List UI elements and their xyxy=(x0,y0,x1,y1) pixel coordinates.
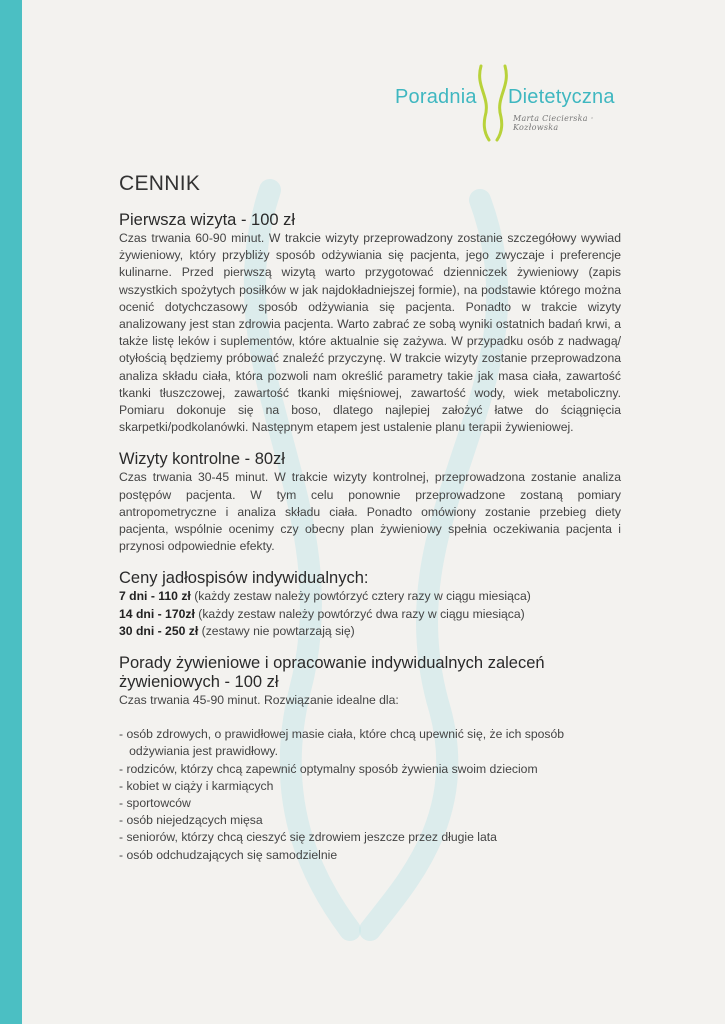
list-item: - seniorów, którzy chcą cieszyć się zdrowiem jeszcze przez długie lata xyxy=(119,830,497,845)
nutrition-advice-intro: Czas trwania 45-90 minut. Rozwiązanie idealne dla: xyxy=(119,693,399,708)
control-visits-section xyxy=(119,450,621,555)
target-groups-list xyxy=(119,726,621,864)
first-visit-heading: Pierwsza wizyta - 100 zł xyxy=(119,211,296,229)
logo-word-right: Dietetyczna xyxy=(508,86,615,108)
logo-subtitle: Marta Ciecierska · Kozłowska xyxy=(513,114,594,132)
list-item: - kobiet w ciąży i karmiących xyxy=(119,778,274,793)
nutrition-advice-heading: Porady żywieniowe i opracowanie indywidualnych zaleceń żywieniowych - 100 zł xyxy=(119,654,545,692)
control-visits-heading: Wizyty kontrolne - 80zł xyxy=(119,450,285,469)
meal-plan-price-row xyxy=(119,606,621,623)
meal-plan-price-row xyxy=(119,623,621,640)
clinic-logo xyxy=(395,62,635,152)
meal-plan-price: 14 dni - 170zł xyxy=(119,606,195,621)
list-item: - sportowców xyxy=(119,796,191,811)
meal-plan-price: 30 dni - 250 zł xyxy=(119,623,199,638)
meal-plan-price: 7 dni - 110 zł xyxy=(119,589,191,604)
list-item: - osób odchudzających się samodzielnie xyxy=(119,847,338,862)
list-item: - osób zdrowych, o prawidłowej masie ciała, które chcą upewnić się, że ich sposób xyxy=(119,727,565,742)
list-item: odżywiania jest prawidłowy. xyxy=(119,744,278,759)
control-visits-description: Czas trwania 30-45 minut. W trakcie wizyty kontrolnej, przeprowadzona zostanie analiza postępów pacjenta. W tym celu ponownie przeprowadzone zostaną pomiary antropometryczne i analiza składu ciała. Ponadto omówiony zostanie przebieg diety pacjenta, wspólnie ocenimy czy obecny plan żywieniowy spełnia oczekiwania pacjenta i przynosi odpowiednie efekty. xyxy=(119,470,621,554)
first-visit-description: Czas trwania 60-90 minut. W trakcie wizyty przeprowadzony zostanie szczegółowy wywiad żywieniowy, który przybliży sposób odżywiania się pacjenta, jego zwyczaje i preferencje kulinarne. Przed pierwszą wizytą warto przygotować dzienniczek żywieniowy (zapis wszystkich spożytych posiłków w jak najdokładniejszej formie), na podstawie którego można ocenić dotychczasowy sposób odżywiania się pacjenta. Ponadto w trakcie wizyty analizowany jest stan zdrowia pacjenta. Warto zabrać ze sobą wyniki ostatnich badań krwi, a także listę leków i suplementów, które aktualnie się zażywa. W przypadku osób z nadwagą/ otyłością będziemy próbować znaleźć przyczynę. W trakcie wizyty zostanie przeprowadzona analiza składu ciała, która pozwoli nam określić parametry takie jak masa ciała, zawartość tkanki tłuszczowej, zawartość tkanki mięśniowej, zawartość wody, wiek metaboliczny. Pomiaru dokonuje się na boso, dlatego najlepiej założyć łatwe do ściągnięcia skarpetki/podkolanówki. Następnym etapem jest ustalenie planu terapii żywieniowej. xyxy=(119,231,621,435)
price-list-content xyxy=(119,172,621,878)
meal-plan-price-row xyxy=(119,588,621,605)
logo-figure-icon xyxy=(473,62,513,142)
list-item: - rodziców, którzy chcą zapewnić optymalny sposób żywienia swoim dzieciom xyxy=(119,761,538,776)
meal-plans-section xyxy=(119,569,621,640)
left-accent-bar xyxy=(0,0,22,1024)
page-title: CENNIK xyxy=(119,172,201,195)
meal-plan-note: (każdy zestaw należy powtórzyć dwa razy w ciągu miesiąca) xyxy=(194,606,525,621)
first-visit-section xyxy=(119,211,621,436)
meal-plan-note: (zestawy nie powtarzają się) xyxy=(198,623,355,638)
list-item: - osób niejedzących mięsa xyxy=(119,813,263,828)
logo-word-left: Poradnia xyxy=(395,86,477,108)
meal-plans-heading: Ceny jadłospisów indywidualnych: xyxy=(119,569,369,588)
meal-plan-note: (każdy zestaw należy powtórzyć cztery razy w ciągu miesiąca) xyxy=(190,589,531,604)
nutrition-advice-section xyxy=(119,654,621,864)
